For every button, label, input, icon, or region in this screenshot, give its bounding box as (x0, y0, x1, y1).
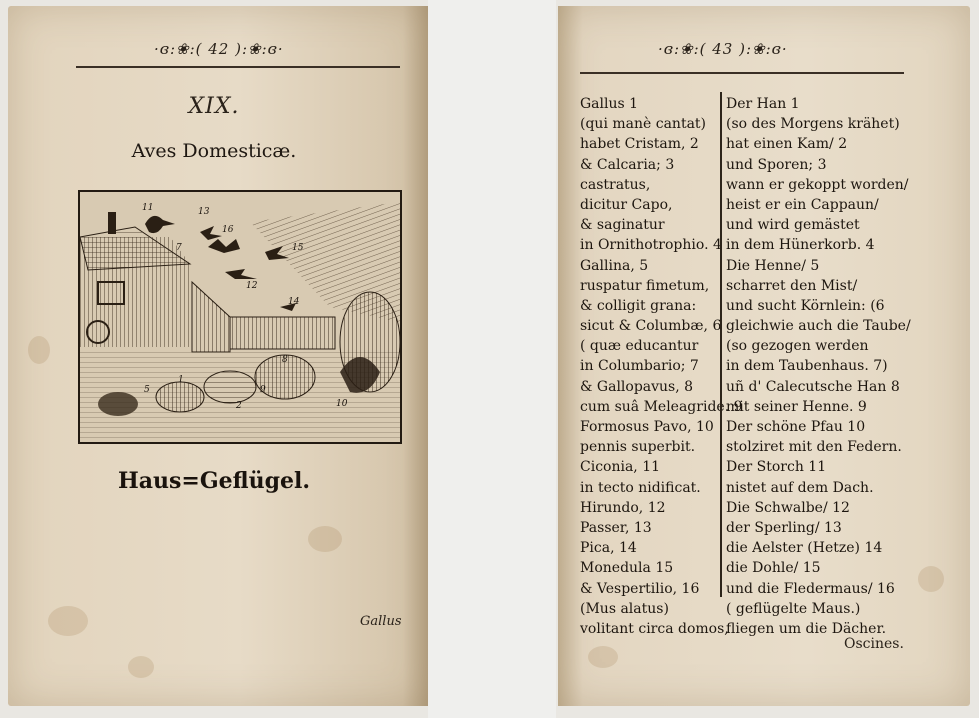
german-line: der Sperling/ 13 (726, 519, 842, 536)
hen (98, 392, 138, 416)
figure-number: 1 (178, 375, 184, 385)
german-line: die Dohle/ 15 (726, 560, 821, 577)
german-line: Der schöne Pfau 10 (726, 419, 866, 435)
german-line: (so des Morgens krähet) (726, 116, 900, 133)
latin-line: Gallina, 5 (580, 257, 649, 274)
german-line: wann er gekoppt worden/ (726, 176, 909, 193)
figure-number: 7 (176, 243, 182, 253)
german-line: Der Han 1 (726, 96, 800, 112)
background-gap (428, 0, 556, 718)
german-line: und wird gemästet (726, 217, 860, 234)
german-line: Die Schwalbe/ 12 (726, 499, 850, 516)
fence (230, 317, 335, 349)
german-line: nistet auf dem Dach. (726, 479, 874, 496)
figure-number: 8 (282, 355, 288, 365)
foxing-stain (128, 656, 154, 678)
latin-line: castratus, (580, 176, 651, 193)
german-line: hat einen Kam/ 2 (726, 136, 848, 153)
german-line: die Aelster (Hetze) 14 (726, 540, 883, 557)
german-line: scharret den Mist/ (726, 277, 858, 294)
german-line: uñ d' Calecutsche Han 8 (726, 378, 900, 395)
swallow-12 (225, 269, 257, 279)
woodcut-svg (80, 192, 400, 442)
figure-number: 13 (198, 207, 210, 217)
shed (192, 282, 230, 352)
german-line: gleichwie auch die Taube/ (726, 318, 911, 335)
figure-number: 2 (236, 401, 242, 411)
latin-line: dicitur Capo, (580, 196, 673, 213)
german-title: Haus=Geflügel. (117, 468, 311, 494)
german-line: und die Fledermaus/ 16 (726, 580, 895, 597)
page-header: ·ɞ:❀:( 42 ):❀:ɞ· (154, 40, 284, 58)
bird-13 (200, 226, 222, 240)
latin-line: Gallus 1 (580, 96, 639, 112)
latin-line: Pica, 14 (580, 540, 637, 557)
turkey-hen (204, 371, 256, 403)
german-line: fliegen um die Dächer. (726, 620, 887, 637)
left-page (8, 6, 428, 706)
german-line: Der Storch 11 (726, 459, 827, 476)
figure-number: 9 (260, 385, 266, 395)
latin-line: in Ornithotrophio. 4 (580, 237, 722, 254)
german-line: und Sporen; 3 (726, 156, 827, 173)
latin-line: habet Cristam, 2 (580, 136, 699, 153)
latin-line: & colligit grana: (580, 297, 697, 314)
header-rule (580, 72, 904, 74)
woodcut-illustration (78, 190, 402, 444)
stork (145, 216, 175, 233)
latin-line: & saginatur (580, 217, 665, 234)
latin-line: Ciconia, 11 (580, 459, 661, 476)
latin-line: ( quæ educantur (580, 338, 699, 355)
latin-title: Aves Domesticæ. (131, 140, 297, 162)
foxing-stain (28, 336, 50, 364)
latin-line: Formosus Pavo, 10 (580, 419, 714, 435)
german-line: heist er ein Cappaun/ (726, 196, 879, 213)
german-line: Die Henne/ 5 (726, 257, 820, 274)
latin-line: (qui manè cantat) (580, 116, 707, 133)
figure-number: 11 (142, 203, 154, 213)
figure-number: 5 (144, 385, 150, 395)
latin-line: in tecto nidificat. (580, 479, 701, 496)
figure-number: 12 (246, 281, 258, 291)
german-line: ( geflügelte Maus.) (726, 600, 861, 617)
figure-number: 16 (222, 225, 234, 235)
latin-line: pennis superbit. (580, 439, 696, 456)
foxing-stain (588, 646, 618, 668)
german-line: und sucht Körnlein: (6 (726, 297, 885, 314)
right-page (558, 6, 970, 706)
page-header: ·ɞ:❀:( 43 ):❀:ɞ· (658, 40, 788, 58)
german-column (726, 94, 958, 639)
chimney (108, 212, 116, 234)
catchword: Gallus (360, 614, 402, 629)
bat-16 (208, 239, 240, 253)
latin-column (580, 94, 743, 639)
latin-line: (Mus alatus) (580, 600, 669, 617)
catchword: Oscines. (844, 636, 904, 652)
latin-line: sicut & Columbæ, 6 (580, 318, 722, 335)
figure-number: 10 (336, 399, 348, 409)
latin-line: & Vespertilio, 16 (580, 580, 700, 597)
latin-line: Passer, 13 (580, 519, 652, 536)
german-line: in dem Hünerkorb. 4 (726, 237, 875, 254)
latin-line: ruspatur fimetum, (580, 277, 710, 294)
foxing-stain (308, 526, 342, 552)
latin-line: volitant circa domos, (580, 620, 729, 637)
figure-number: 14 (288, 297, 300, 307)
latin-line: in Columbario; 7 (580, 358, 699, 375)
latin-line: & Calcaria; 3 (580, 156, 675, 173)
german-line: in dem Taubenhaus. 7) (726, 358, 888, 375)
german-line: stolziret mit den Federn. (726, 439, 902, 456)
figure-number: 15 (292, 243, 304, 253)
latin-line: cum suâ Meleagride. 9 (580, 398, 743, 415)
latin-line: Monedula 15 (580, 560, 674, 577)
latin-line: Hirundo, 12 (580, 499, 666, 516)
german-line: (so gezogen werden (726, 338, 869, 355)
header-rule (76, 66, 400, 68)
foxing-stain (48, 606, 88, 636)
german-line: mit seiner Henne. 9 (726, 398, 867, 415)
latin-line: & Gallopavus, 8 (580, 378, 694, 395)
cock (156, 382, 204, 412)
chapter-number: XIX. (188, 94, 240, 119)
column-divider (720, 92, 722, 597)
